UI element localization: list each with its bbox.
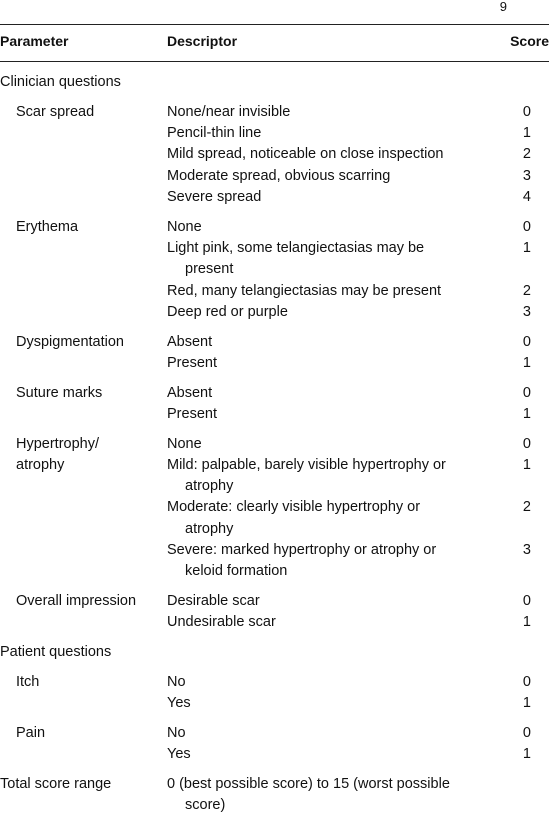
parameter-name: Itch <box>16 673 40 690</box>
descriptor-text: atrophy <box>185 478 234 495</box>
score-value: 3 <box>522 167 531 184</box>
descriptor-text: Pencil-thin line <box>167 125 262 141</box>
header-parameter: Parameter <box>0 33 69 49</box>
parameter-name: Overall impression <box>16 593 137 609</box>
descriptor-text: Mild: palpable, barely visible hypertrophy or <box>167 456 446 473</box>
score-value: 2 <box>522 146 531 163</box>
descriptor-text: Moderate spread, obvious scarring <box>167 167 391 184</box>
total-label: Total score range <box>0 775 112 792</box>
score-value: 0 <box>522 724 531 741</box>
descriptor-text: No <box>167 724 186 741</box>
descriptor-text: None/near invisible <box>167 103 291 120</box>
descriptor-text: Severe spread <box>167 188 262 205</box>
score-value: 0 <box>522 435 531 452</box>
table-header-rule <box>0 61 549 62</box>
descriptor-text: Deep red or purple <box>167 303 288 320</box>
descriptor-text: Mild spread, noticeable on close inspection <box>167 146 444 163</box>
score-value: 0 <box>522 333 531 350</box>
descriptor-text: Absent <box>167 333 213 350</box>
descriptor-text: Red, many telangiectasias may be present <box>167 282 442 299</box>
score-value: 1 <box>522 239 531 256</box>
descriptor-text: Absent <box>167 384 213 401</box>
descriptor-text: Present <box>167 405 217 422</box>
descriptor-text: Yes <box>167 695 191 711</box>
descriptor-text: Desirable scar <box>167 593 260 609</box>
score-value: 3 <box>522 542 531 558</box>
parameter-name: Suture marks <box>16 384 103 401</box>
score-value: 1 <box>522 125 531 141</box>
parameter-name: Erythema <box>16 218 79 235</box>
score-value: 0 <box>522 593 531 609</box>
score-value: 1 <box>522 405 531 422</box>
score-value: 1 <box>522 354 531 371</box>
descriptor-text: Moderate: clearly visible hypertrophy or <box>167 499 421 516</box>
descriptor-text: None <box>167 218 202 235</box>
section-title: Patient questions <box>0 644 112 660</box>
score-value: 1 <box>522 614 531 631</box>
descriptor-text: Yes <box>167 746 191 762</box>
score-value: 3 <box>522 303 531 320</box>
descriptor-text: present <box>185 261 234 278</box>
descriptor-text: Present <box>167 354 217 371</box>
descriptor-text: Undesirable scar <box>167 614 276 631</box>
descriptor-text: None <box>167 435 202 452</box>
parameter-name: Dyspigmentation <box>16 333 124 350</box>
table-top-rule <box>0 24 549 25</box>
descriptor-text: atrophy <box>185 520 234 537</box>
score-value: 2 <box>522 282 531 299</box>
score-value: 4 <box>522 188 531 205</box>
score-value: 1 <box>522 456 531 473</box>
page-number: 9 <box>499 0 507 14</box>
score-value: 0 <box>522 218 531 235</box>
score-value: 0 <box>522 384 531 401</box>
header-descriptor: Descriptor <box>167 33 238 49</box>
parameter-name: atrophy <box>16 456 65 473</box>
header-score: Score <box>510 33 549 49</box>
descriptor-text: Severe: marked hypertrophy or atrophy or <box>167 542 437 558</box>
score-value: 0 <box>522 103 531 120</box>
descriptor-text: No <box>167 673 186 690</box>
score-value: 1 <box>522 695 531 711</box>
parameter-name: Scar spread <box>16 103 95 120</box>
score-value: 0 <box>522 673 531 690</box>
total-descriptor: score) <box>185 797 226 813</box>
section-title: Clinician questions <box>0 74 121 90</box>
parameter-name: Hypertrophy/ <box>16 435 100 452</box>
descriptor-text: keloid formation <box>185 563 288 580</box>
descriptor-text: Light pink, some telangiectasias may be <box>167 239 425 256</box>
score-value: 2 <box>522 499 531 516</box>
score-value: 1 <box>522 746 531 762</box>
total-descriptor: 0 (best possible score) to 15 (worst possible <box>167 775 450 792</box>
parameter-name: Pain <box>16 724 46 741</box>
